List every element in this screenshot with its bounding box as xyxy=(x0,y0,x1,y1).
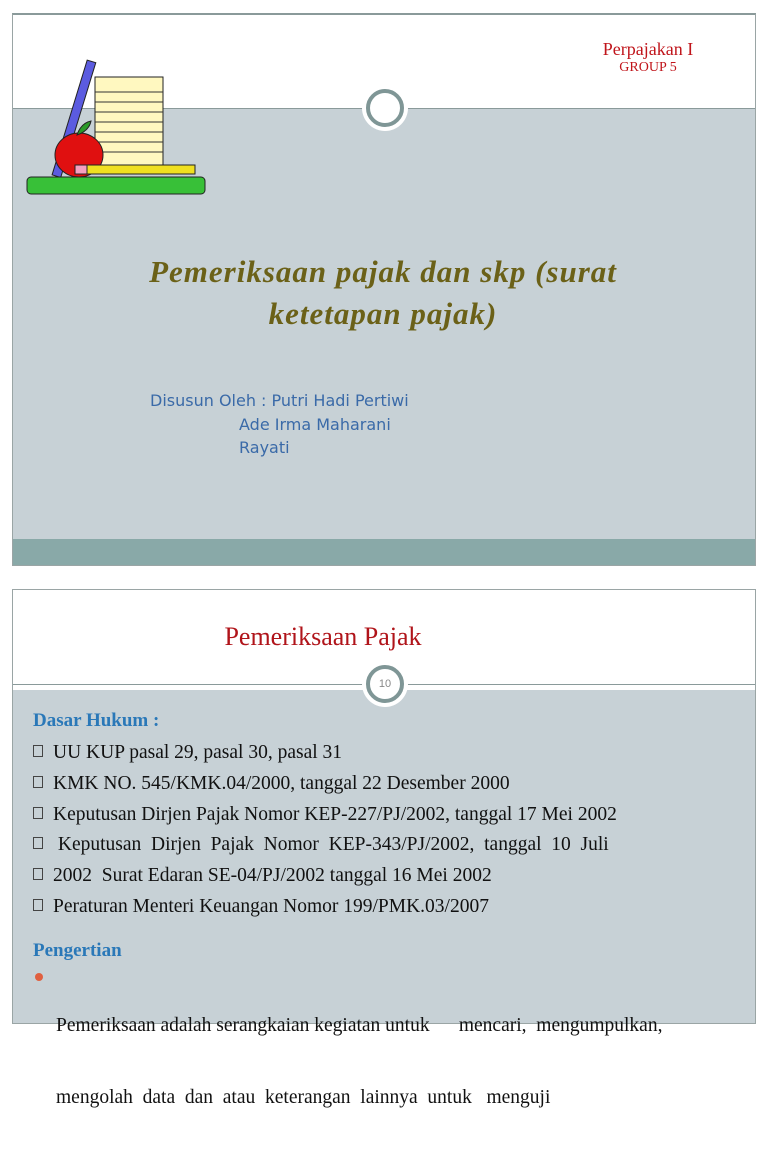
list-item: UU KUP pasal 29, pasal 30, pasal 31 xyxy=(33,741,342,765)
presentation-title-line1: Pemeriksaan pajak dan skp (surat xyxy=(149,254,617,289)
presentation-title-line2: ketetapan pajak) xyxy=(268,296,498,331)
list-item: Keputusan Dirjen Pajak Nomor KEP-343/PJ/2002, tanggal 10 Juli xyxy=(33,833,609,857)
authors-block xyxy=(150,389,409,460)
slide-title: Pemeriksaan Pajak xyxy=(224,622,422,651)
checkbox-bullet-icon xyxy=(33,837,43,849)
list-item: Peraturan Menteri Keuangan Nomor 199/PMK.03/2007 xyxy=(33,895,489,919)
checkbox-bullet-icon xyxy=(33,899,43,911)
checkbox-bullet-icon xyxy=(33,807,43,819)
title-slide xyxy=(12,13,756,566)
checkbox-bullet-icon xyxy=(33,776,43,788)
checkbox-bullet-icon xyxy=(33,868,43,880)
bullet-dot-icon xyxy=(35,973,43,981)
section-heading-pengertian: Pengertian xyxy=(33,940,122,961)
author-3: Rayati xyxy=(239,438,290,457)
section-heading-dasar-hukum: Dasar Hukum : xyxy=(33,710,160,731)
content-slide xyxy=(12,589,756,1108)
course-name: Perpajakan I xyxy=(602,39,694,59)
definition-paragraph: Pemeriksaan adalah serangkaian kegiatan untuk mencari, mengumpulkan, mengolah data dan atau keterangan lainnya untuk menguji xyxy=(56,1015,663,1108)
group-label: GROUP 5 xyxy=(619,60,677,75)
list-item: KMK NO. 545/KMK.04/2000, tanggal 22 Desember 2000 xyxy=(33,772,510,796)
author-1: Disusun Oleh : Putri Hadi Pertiwi xyxy=(150,391,409,410)
slide-number: 10 xyxy=(366,665,404,703)
circle-ornament xyxy=(366,89,404,127)
list-item: 2002 Surat Edaran SE-04/PJ/2002 tanggal 16 Mei 2002 xyxy=(33,864,492,888)
footer-band xyxy=(13,539,755,565)
list-item: Keputusan Dirjen Pajak Nomor KEP-227/PJ/2002, tanggal 17 Mei 2002 xyxy=(33,803,617,827)
school-supplies-icon xyxy=(25,57,210,197)
author-2: Ade Irma Maharani xyxy=(239,414,391,434)
checkbox-bullet-icon xyxy=(33,745,43,757)
